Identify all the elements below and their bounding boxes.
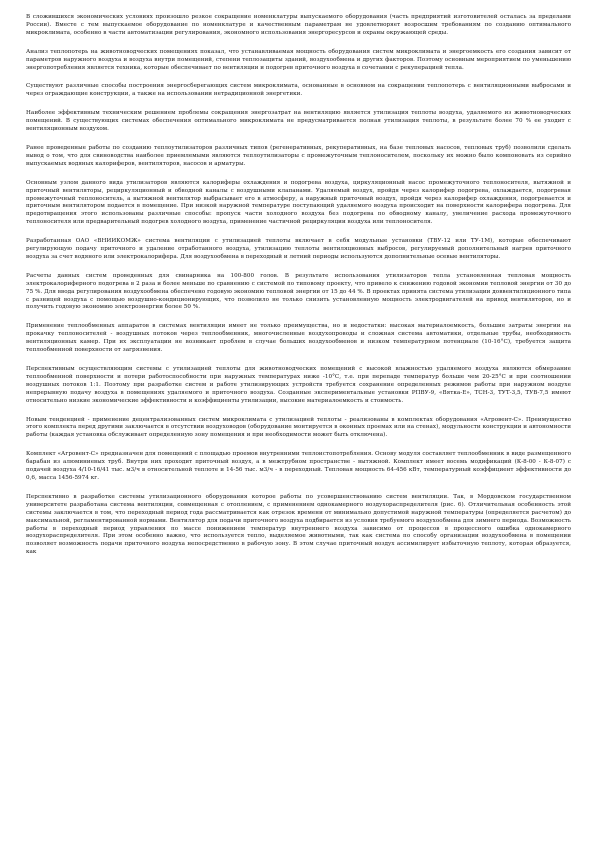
- paragraph-7: Разработанная ОАО «ВНИИКОМЖ» система вентиляции с утилизацией теплоты включает в себя модульные установки (ТВУ-12 или ТУ-1М), которые обеспечивают регулирующую подачу приточного и удаление отработанного воздуха, утилизацию теплоты вентиляционных выбросов, регулируемый дополнительный нагрев приточного воздуха за счет водяного или электрокалорифера. Для воздухообмена в переходный и летний периоды используются дополнительные осевые вентиляторы.: [26, 238, 571, 260]
- paragraph-6: Основным узлом данного вида утилизаторов являются калориферы охлаждения и подогрева воздуха, циркуляционный насос промежуточного теплоносителя, вытяжной и приточный вентиляторы, рециркуляционный и обводной каналы с воздушными клапанами. Удаляемый воздух, пройдя через калорифер подогрева, охлаждается, подогревая промежуточный теплоноситель, а вытяжной вентилятор выбрасывает его в атмосферу, а наружный приточный воздух, пройдя через калорифер охлаждения, подогревается и приточным вентилятором подается в помещение. При низкой наружной температуре поступающий удаляемого воздуха происходит на поверхности калорифера подогрева. Для предотвращения этого использованы различные способы: пропуск части холодного воздуха без подогрева по обводному каналу, увеличение расхода промежуточного теплоносителя или предварительный подогрев холодного воздуха, применение частичной рециркуляции воздуха или теплоносителя.: [26, 179, 571, 226]
- paragraph-8: Расчеты данных систем проведенных для свинарника на 100-800 голов. В результате использования утилизаторов тепла установленная тепловая мощность электрокалориферного подогрева в 2 раза и более меньше по сравнению с системой по типовому проекту, что привело к снижению годовой экономии тепловой энергии от 30 до 75 %. Для ввода регулирования воздухообмена обеспечено годовую экономию тепловой энергии от 15 до 44 %. В проектах принята система утилизации доввентиляционного типа с разницей воздуха с помощью воздушно-кондиционирующих, что позволило не только снизить установленную мощность электродвигателей на привод вентиляторов, но и получить годовую экономию электроэнергии более 50 %.: [26, 272, 571, 311]
- paragraph-2: Анализ теплопотерь на животноводческих помещениях показал, что устанавливаемая мощность оборудования систем микроклимата и энергоемкость его создания зависит от параметров наружного воздуха и воздуха внутри помещений, степени теплозащиты зданий, воздухообмена и других факторов. Поэтому основным мероприятием по уменьшению энергопотребления является техника, которые обеспечивает по вентиляции и подогрев приточного воздуха в сочетании с рекуперацией тепла.: [26, 48, 571, 71]
- paragraph-10: Перспективным осуществляющим системы с утилизацией теплоты для животноводческих помещений с высокой влажностью удаляемого воздуха являются обмерзание теплообменной поверхности и потери работоспособности при наружных температурах ниже -10°С, т.е. при перепаде температур больше чем 20-25°С и при соотношении воздушных потоков 1:1. Поэтому при разработке систем и работе утилизирующих устройств требуется сохранение определенных режимов работы при наружном воздухе непрерывную подачу воздуха в помещениях удаляемого и приточного воздуха. Созданные экспериментальные установки РПВУ-9, «Вятка-Е», ТСН-3, ТУТ-3,5, ТУВ-7,5 имеют относительно низкие экономические эффективности и коэффициенты утилизации, высокие материалоемкость и стоимость.: [26, 366, 571, 404]
- paragraph-9: Применение теплообменных аппаратов в системах вентиляции имеет не только преимущества, но и недостатки: высокая материалоемкость, большие затраты энергии на прокачку теплоносителей - воздушных потоков через теплообменник, многочисленные воздухопроводы и сложная система автоматики, отдельные трубы, необходимость вентиляционных камер. При их эксплуатации не возникает проблем в случае больших воздухообменов и низком температурном потенциале (10-16°С), требуется защита теплообменной поверхности от загрязнения.: [26, 323, 571, 354]
- paragraph-4: Наиболее эффективным техническим решением проблемы сокращения энергозатрат на вентиляцию является утилизация теплоты воздуха, удаляемого из животноводческих помещений. В существующих системах обеспечения оптимального микроклимата не предусматривается полная утилизация теплоты, в результате более 70 % ее уходит с вентиляционным воздухом.: [26, 110, 571, 133]
- paragraph-3: Существуют различные способы построения энергосберегающих систем микроклимата, основанные в основном на сокращении теплопотерь с вентиляционными выбросами и через ограждающие конструкции, а также на использовании нетрадиционной энергетики.: [26, 83, 571, 98]
- paragraph-1: В сложившихся экономических условиях произошло резкое сокращение номенклатуры выпускаемого оборудования (часть предприятий изготовителей осталась за пределами России). Вместе с тем выпускаемое оборудование по номенклатуре и качественным параметрам не удовлетворяет возросшим требованиям по созданию оптимального микроклимата, особенно в части автоматизации регулирования, экономного использования энергоресурсов и охраны окружающей среды.: [26, 14, 571, 36]
- paragraph-12: Комплект «Агровент-С» предназначен для помещений с площадью проемов внутренними теплоистопотребления. Основу модуля составляет теплообменник в виде размещенного барабан из алюминиевых труб. Внутри них проходит приточный воздух, а в межтрубном пространстве - вытяжной. Комплект имеет восемь модификаций (К-8-00 - К-8-07) с подачей воздуха 4/10-16/41 тыс. м3/ч в относительной теплоте и 14-56 тыс. м3/ч - в переходный. Тепловая мощность 64-456 кВт, температурный коэффициент эффективности до 0,6, масса 1456-5974 кг.: [26, 451, 571, 481]
- paragraph-5: Ранее проведенные работы по созданию теплоутилизаторов различных типов (регенеративных, рекуперативных, на базе тепловых насосов, тепловых труб) позволили сделать вывод о том, что для свиноводства наиболее приемлемыми являются теплоутилизаторы с промежуточным теплоносителем, поскольку их можно было компоновать из серийно выпускаемых водяных калориферов, вентиляторов, насосов и арматуры.: [26, 144, 571, 167]
- paragraph-13: Перспективно в разработке системы утилизационного оборудования которое работы по усовершенствованию систем вентиляции. Так, в Мордовском государственном университете разработана система вентиляции, совмещенная с отоплением, с применением однокамерного воздухораспределителя (рис. 6). Отличительная особенность этой системы заключается в том, что переходный период года рассматривается как отрезок времени от минимально допустимой наружной температуры (определяется расчетом) до максимальной, регламентированной нормами. Вентилятор для подачи приточного воздуха подбирается из условия требуемого воздухообмена для зимнего периода. Возможность работы в переходный период управления по массе понижением температур внутреннего воздуха зависимо от процессов в процессного ошибка однокамерного воздухораспределителя. При этом особенно важно, что используется тепло, выделяемое животными, так как система по способу организации воздухообмена в помещении позволяет возможность подачи приточного воздуха непосредственно в рабочую зону. В этом случае приточный воздух ассимилирует избыточную теплоту, которая образуется, как: [26, 493, 571, 556]
- paragraph-11: Новым тенденцией - применение децентрализованных систем микроклимата с утилизацией теплоты - реализованы в комплектах оборудования «Агровент-С». Преимущество этого комплекта перед другими заключается в отсутствии воздуховодов (оборудование монтируется в оконных проемах или на стенах), модульности конструкции и автономности работы (каждая установка обслуживает определенную зону помещения и при необходимости может быть отключена).: [26, 416, 571, 439]
